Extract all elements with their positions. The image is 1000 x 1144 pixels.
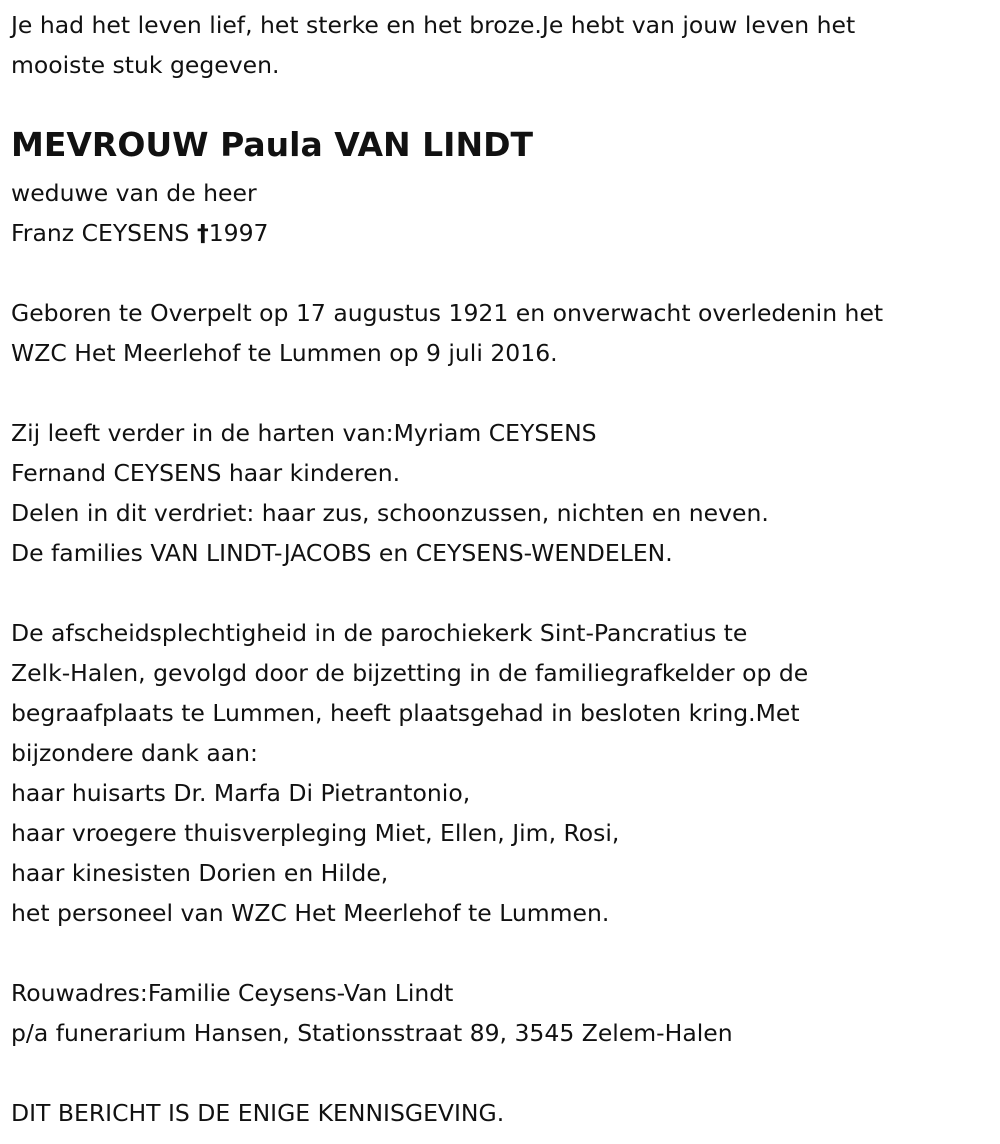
survivors-line: Zij leeft verder in de harten van:Myriam CEYSENS [11, 419, 597, 447]
motto-line: Je had het leven lief, het sterke en het broze.Je hebt van jouw leven het [11, 11, 856, 39]
spouse-intro: weduwe van de heer [11, 179, 257, 207]
ceremony-line: bijzondere dank aan: [11, 739, 258, 767]
deceased-name: MEVROUW Paula VAN LINDT [11, 125, 533, 164]
spouse-line [11, 213, 1000, 253]
address-line: p/a funerarium Hansen, Stationsstraat 89, 3545 Zelem-Halen [11, 1019, 733, 1047]
ceremony-line: begraafplaats te Lummen, heeft plaatsgehad in besloten kring.Met [11, 699, 800, 727]
ceremony-line: haar vroegere thuisverpleging Miet, Ellen, Jim, Rosi, [11, 819, 620, 847]
ceremony-line: De afscheidsplechtigheid in de parochiekerk Sint-Pancratius te [11, 619, 748, 647]
birth-death-line: Geboren te Overpelt op 17 augustus 1921 en onverwacht overledenin het [11, 299, 884, 327]
spouse-death-year: 1997 [208, 219, 269, 247]
ceremony-line: haar kinesisten Dorien en Hilde, [11, 859, 389, 887]
survivors-line: Delen in dit verdriet: haar zus, schoonzussen, nichten en neven. [11, 499, 769, 527]
birth-death-line: WZC Het Meerlehof te Lummen op 9 juli 2016. [11, 339, 558, 367]
cross-icon: † [196, 219, 209, 247]
address-line: Rouwadres:Familie Ceysens-Van Lindt [11, 979, 454, 1007]
notice-line: DIT BERICHT IS DE ENIGE KENNISGEVING. [11, 1099, 505, 1127]
survivors-line: De families VAN LINDT-JACOBS en CEYSENS-WENDELEN. [11, 539, 673, 567]
ceremony-line: haar huisarts Dr. Marfa Di Pietrantonio, [11, 779, 471, 807]
ceremony-line: het personeel van WZC Het Meerlehof te Lummen. [11, 899, 610, 927]
motto-line: mooiste stuk gegeven. [11, 51, 280, 79]
ceremony-line: Zelk-Halen, gevolgd door de bijzetting in de familiegrafkelder op de [11, 659, 809, 687]
survivors-line: Fernand CEYSENS haar kinderen. [11, 459, 401, 487]
spouse-name: Franz CEYSENS [11, 219, 190, 247]
